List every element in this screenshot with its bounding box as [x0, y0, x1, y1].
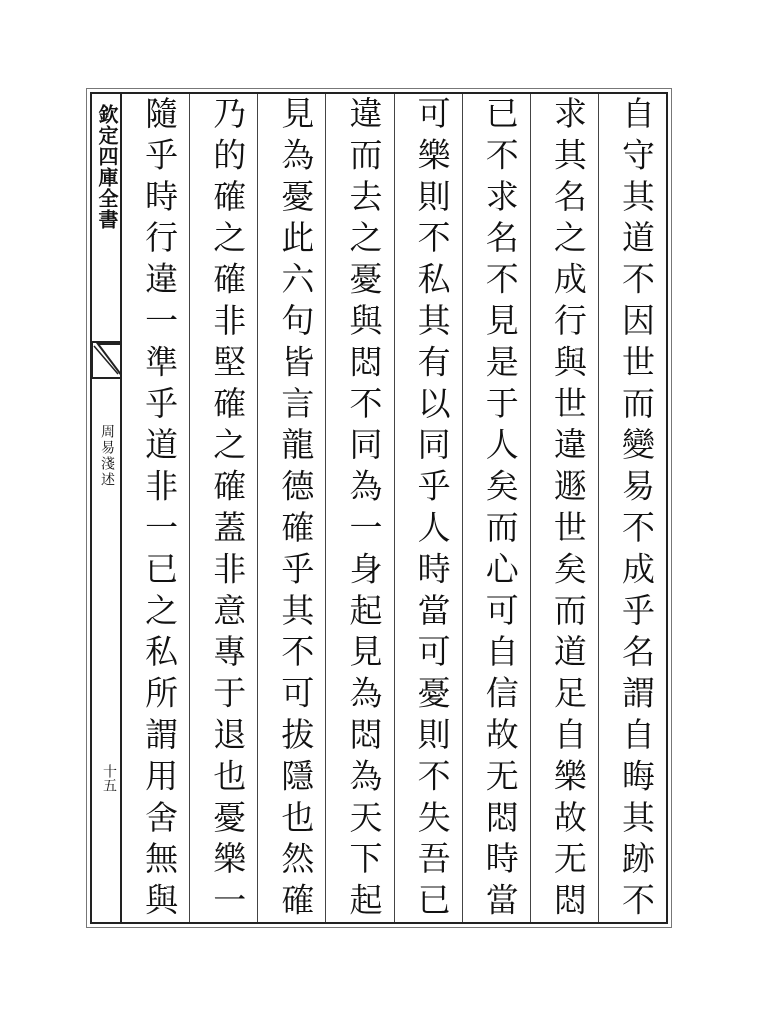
text-column [257, 94, 325, 922]
column-text: 自守其道不因世而變易不成乎名謂自晦其跡不 [617, 96, 656, 924]
text-column [530, 94, 598, 922]
chapter-title: 周易淺述 [99, 424, 115, 488]
book-page [90, 92, 668, 924]
column-text: 可樂則不私其有以同乎人時當可憂則不失吾已 [412, 96, 452, 924]
column-text: 乃的確之確非堅確之確蓋非意專于退也憂樂一 [208, 96, 248, 924]
fish-tail-mark-icon [92, 340, 122, 380]
page-margin [92, 94, 122, 922]
text-column [189, 94, 257, 922]
column-text: 隨乎時行違一準乎道非一已之私所謂用舍無與 [140, 96, 180, 924]
book-title: 欽定四庫全書 [95, 104, 119, 230]
column-text: 已不求名不見是于人矣而心可自信故无悶時當 [480, 96, 520, 924]
column-text: 求其名之成行與世違遯世矣而道足自樂故无悶 [548, 96, 588, 924]
column-text: 見為憂此六句皆言龍德確乎其不可拔隱也然確 [276, 96, 316, 924]
text-column [122, 94, 189, 922]
column-text: 違而去之憂與悶不同為一身起見為悶為天下起 [344, 96, 384, 924]
page-number: 十五 [101, 764, 117, 792]
text-column [598, 94, 666, 922]
text-column [394, 94, 462, 922]
text-column [462, 94, 530, 922]
text-columns [122, 94, 666, 922]
text-column [325, 94, 393, 922]
